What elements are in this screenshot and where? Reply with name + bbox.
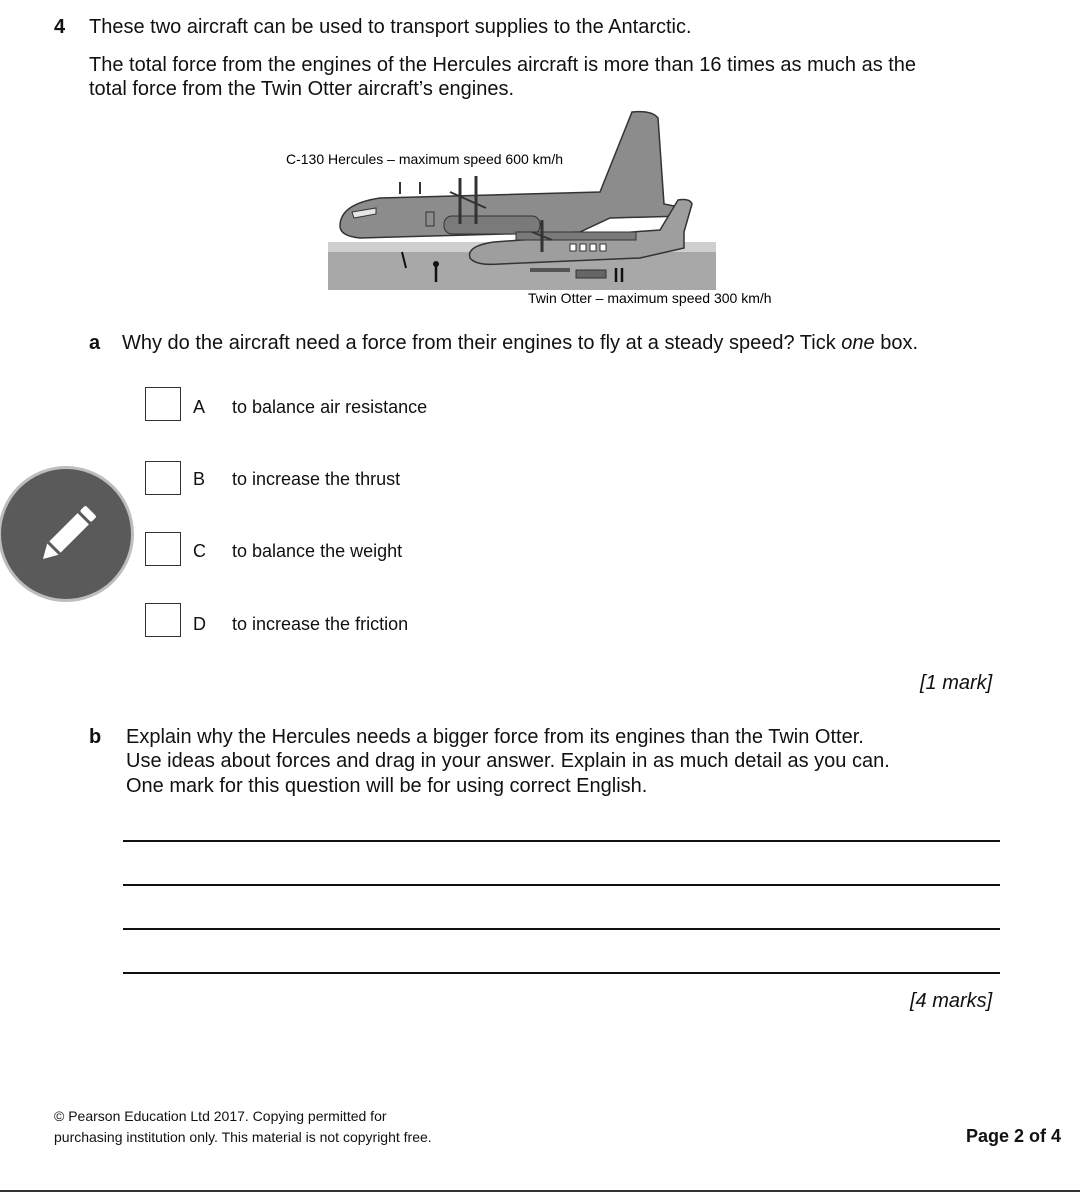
option-c-letter: C xyxy=(193,541,206,561)
option-a-checkbox[interactable] xyxy=(145,387,181,421)
copyright-line-2: purchasing institution only. This material is not copyright free. xyxy=(54,1129,432,1145)
option-b-text: to increase the thrust xyxy=(232,469,401,489)
question-paragraph-line-2: total force from the Twin Otter aircraft’s engines. xyxy=(89,78,514,100)
aircraft-figure xyxy=(280,108,820,314)
part-a-prompt xyxy=(122,332,918,355)
hercules-label: C-130 Hercules – maximum speed 600 km/h xyxy=(286,151,564,167)
part-a-marks: [1 mark] xyxy=(920,672,993,694)
question-paragraph-line-1: The total force from the engines of the Hercules aircraft is more than 16 times as much as the xyxy=(89,54,917,76)
part-b-line-1: Explain why the Hercules needs a bigger force from its engines than the Twin Otter. xyxy=(126,726,864,748)
option-b-letter: B xyxy=(193,469,206,489)
answer-line-3[interactable] xyxy=(123,928,1000,930)
edit-fab-button[interactable] xyxy=(0,466,134,602)
option-c-text: to balance the weight xyxy=(232,541,403,561)
part-b-line-2: Use ideas about forces and drag in your answer. Explain in as much detail as you can. xyxy=(126,750,890,772)
option-b-checkbox[interactable] xyxy=(145,461,181,495)
copyright-line-1: © Pearson Education Ltd 2017. Copying permitted for xyxy=(54,1108,387,1124)
bottom-divider xyxy=(0,1190,1080,1192)
answer-line-2[interactable] xyxy=(123,884,1000,886)
page-number: Page 2 of 4 xyxy=(966,1126,1062,1146)
option-a-text: to balance air resistance xyxy=(232,397,428,417)
option-a-letter: A xyxy=(193,397,206,417)
part-a-prompt-before: Why do the aircraft need a force from their engines to fly at a steady speed? Tick xyxy=(122,332,842,354)
question-intro: These two aircraft can be used to transport supplies to the Antarctic. xyxy=(89,16,692,38)
aircraft-illustration xyxy=(280,108,820,314)
part-b-marks: [4 marks] xyxy=(910,990,993,1012)
part-a-prompt-after: box. xyxy=(874,332,918,354)
option-c-checkbox[interactable] xyxy=(145,532,181,566)
answer-line-4[interactable] xyxy=(123,972,1000,974)
twin-otter-label: Twin Otter – maximum speed 300 km/h xyxy=(528,290,772,306)
question-number: 4 xyxy=(54,16,66,38)
part-a-letter: a xyxy=(89,332,101,354)
pencil-icon xyxy=(1,469,131,599)
part-b-letter: b xyxy=(89,726,102,748)
option-d-letter: D xyxy=(193,614,206,634)
option-d-checkbox[interactable] xyxy=(145,603,181,637)
answer-line-1[interactable] xyxy=(123,840,1000,842)
part-a-prompt-emphasis: one xyxy=(841,332,875,354)
part-b-line-3: One mark for this question will be for using correct English. xyxy=(126,775,648,797)
option-d-text: to increase the friction xyxy=(232,614,409,634)
